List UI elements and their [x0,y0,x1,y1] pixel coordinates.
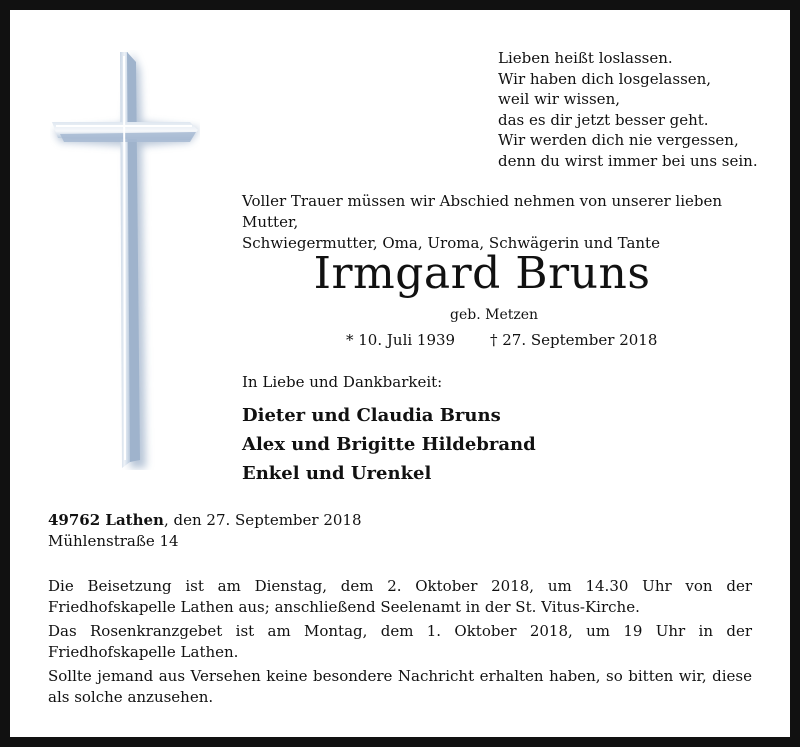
mourner-item: Dieter und Claudia Bruns [242,405,501,426]
rosary-notice: Das Rosenkranzgebet ist am Montag, dem 1. Oktober 2018, um 19 Uhr in der Friedhofskapelle Lathen. [48,622,752,661]
place-date-line [48,510,362,531]
street: Mühlenstraße 14 [48,532,179,550]
mourner-item: Enkel und Urenkel [242,463,432,484]
cross-icon [50,50,200,470]
birth-date: * 10. Juli 1939 [346,331,456,349]
address-block [48,510,362,552]
date: , den 27. September 2018 [163,511,362,529]
mourners-list [242,401,536,488]
obituary-card [10,10,790,737]
gratitude-line: In Liebe und Dankbarkeit: [242,373,443,391]
funeral-notice: Die Beisetzung ist am Dienstag, dem 2. Oktober 2018, um 14.30 Uhr von der Friedhofskapelle Lathen aus; anschließend Seelenamt in der St. Vitus-Kirche. [48,577,752,616]
mourner-item: Alex und Brigitte Hildebrand [242,434,536,455]
notification-notice: Sollte jemand aus Versehen keine besondere Nachricht erhalten haben, so bitten wir, diese als solche anzusehen. [48,667,752,706]
deceased-name: Irmgard Bruns [313,248,651,299]
intro-text: Voller Trauer müssen wir Abschied nehmen von unserer lieben Mutter, Schwiegermutter, Oma, Uroma, Schwägerin und Tante [242,192,723,252]
death-date: † 27. September 2018 [490,331,658,349]
maiden-name: geb. Metzen [450,307,539,323]
poem: Lieben heißt loslassen. Wir haben dich losgelassen, weil wir wissen, das es dir jetzt besser geht. Wir werden dich nie vergessen, denn du wirst immer bei uns sein. [498,49,758,170]
place: 49762 Lathen [48,511,164,529]
